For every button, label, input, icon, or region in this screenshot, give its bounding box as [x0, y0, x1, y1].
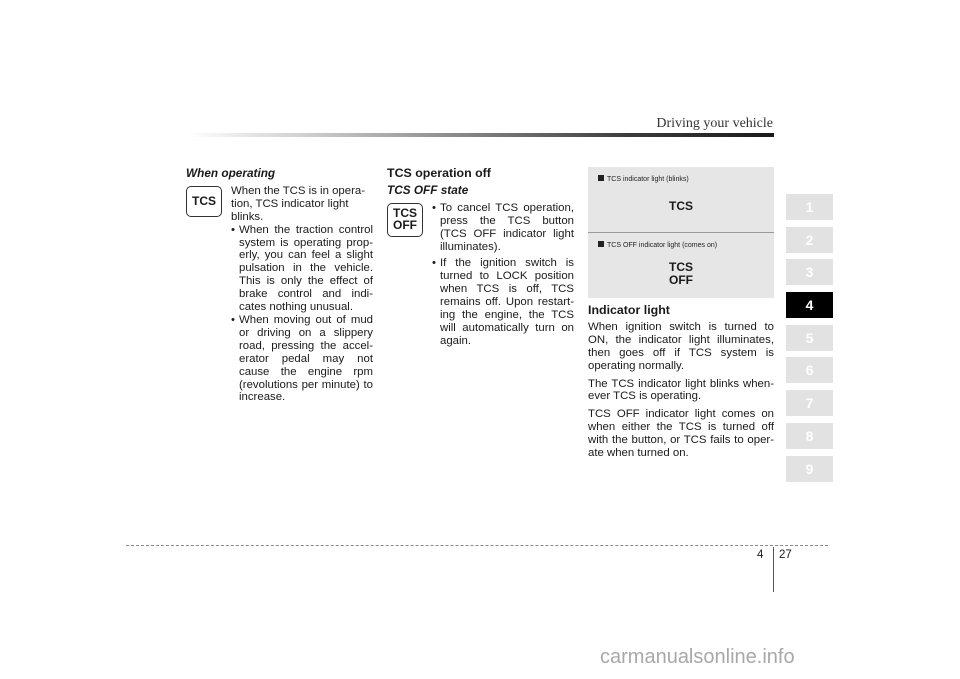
column-indicator-light	[588, 167, 774, 465]
square-bullet-icon	[598, 241, 604, 247]
symbol-line-2: OFF	[669, 273, 693, 287]
chapter-tab-6[interactable]: 6	[786, 357, 833, 383]
tcs-lamp-icon	[186, 186, 222, 217]
lamp-line-1: TCS	[393, 206, 417, 221]
panel-caption-comes-on	[598, 240, 717, 253]
paragraph: When ignition switch is turned to ON, the indicator light illuminates, then goes off if TCS system is operating normally.	[588, 320, 774, 372]
chapter-tab-4[interactable]: 4	[786, 292, 833, 318]
indicator-panel	[588, 167, 774, 298]
chapter-tabs	[786, 194, 833, 488]
page-number-divider	[773, 547, 774, 592]
symbol-line-1: TCS	[669, 260, 693, 274]
chapter-tab-9[interactable]: 9	[786, 456, 833, 482]
chapter-tab-5[interactable]: 5	[786, 325, 833, 351]
lamp-line-2: OFF	[393, 217, 417, 232]
page-number: 27	[779, 549, 792, 561]
panel-caption-blinks	[598, 174, 689, 187]
heading-when-operating: When operating	[186, 166, 276, 180]
heading-tcs-operation-off: TCS operation off	[387, 166, 491, 180]
tcs-off-lamp-icon	[387, 203, 423, 237]
page-section-number: 4	[757, 549, 764, 561]
tcs-off-bullets	[432, 202, 574, 348]
subheading-tcs-off-state: TCS OFF state	[387, 182, 469, 197]
header-rule	[186, 133, 774, 137]
column-when-operating	[186, 167, 373, 404]
list-item: • To cancel TCS operation, press the TCS button (TCS OFF indicator light illuminates).	[432, 202, 574, 254]
column-tcs-operation-off	[387, 167, 574, 352]
list-item: • When moving out of mud or driving on a slippery road, pressing the accel- erator pedal may not cause the engine rpm (revolutions per minute) to increase.	[231, 314, 373, 404]
intro-text: When the TCS is in opera- tion, TCS indicator light blinks.	[231, 184, 366, 223]
panel-caption-text: TCS indicator light (blinks)	[607, 176, 689, 183]
chapter-tab-1[interactable]: 1	[786, 194, 833, 220]
chapter-tab-7[interactable]: 7	[786, 390, 833, 416]
chapter-tab-8[interactable]: 8	[786, 423, 833, 449]
operating-bullets	[231, 224, 373, 405]
tcs-off-lamp-label	[393, 208, 417, 231]
square-bullet-icon	[598, 175, 604, 181]
running-header: Driving your vehicle	[656, 116, 773, 131]
paragraph: TCS OFF indicator light comes on when either the TCS is turned off with the button, or TCS fails to oper- ate when turned on.	[588, 408, 774, 460]
chapter-tab-2[interactable]: 2	[786, 227, 833, 253]
panel-caption-text: TCS OFF indicator light (comes on)	[607, 242, 718, 249]
footer-rule	[126, 545, 828, 546]
panel-divider	[588, 232, 774, 233]
list-item: • If the ignition switch is turned to LOCK position when TCS is off, TCS remains off. Upon restart- ing the engine, the TCS will automatically turn on again.	[432, 257, 574, 347]
tcs-off-symbol	[588, 261, 774, 287]
tcs-lamp-label: TCS	[192, 193, 216, 208]
tcs-symbol: TCS	[669, 199, 693, 213]
list-item: • When the traction control system is operating prop- erly, you can feel a slight pulsation in the vehicle. This is only the effect of brake control and indi- cates nothing unusual.	[231, 224, 373, 314]
heading-indicator-light: Indicator light	[588, 303, 670, 317]
watermark: carmanualsonline.info	[600, 646, 795, 668]
chapter-tab-3[interactable]: 3	[786, 259, 833, 285]
paragraph: The TCS indicator light blinks when- ever TCS is operating.	[588, 377, 774, 403]
